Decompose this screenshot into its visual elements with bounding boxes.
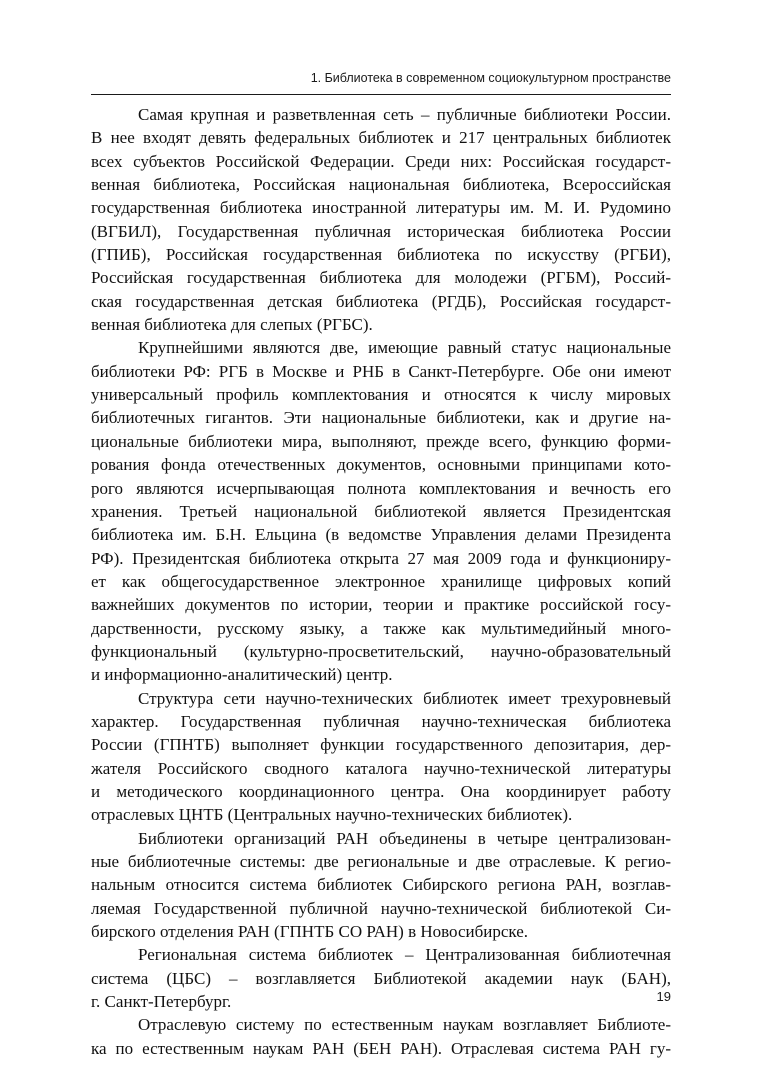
text-line: библиотеки РФ: РГБ в Москве и РНБ в Санкт-Петербурге. Обе они имеют xyxy=(91,361,671,381)
header-rule xyxy=(91,94,671,95)
text-line: дарственности, русскому языку, а также как мультимедийный много- xyxy=(91,618,671,638)
text-line: венная библиотека для слепых (РГБС). xyxy=(91,315,373,335)
text-line: рования фонда отечественных документов, основными принципами кото- xyxy=(91,455,671,475)
paragraph xyxy=(91,103,671,336)
text-line: (ВГБИЛ), Государственная публичная историческая библиотека России xyxy=(91,221,671,241)
text-line: ка по естественным наукам РАН (БЕН РАН). Отраслевая система РАН гу- xyxy=(91,1038,671,1058)
text-line: библиотека им. Б.Н. Ельцина (в ведомстве Управления делами Президента xyxy=(91,525,671,545)
paragraph xyxy=(91,1013,671,1060)
text-line: Структура сети научно-технических библиотек имеет трехуровневый xyxy=(138,688,671,708)
text-line: нальным относится система библиотек Сибирского региона РАН, возглав- xyxy=(91,875,671,895)
text-line: РФ). Президентская библиотека открыта 27 мая 2009 года и функциониру- xyxy=(91,548,671,568)
text-line: жателя Российского сводного каталога научно-технической литературы xyxy=(91,758,671,778)
body-text xyxy=(91,103,671,1060)
text-line: (ГПИБ), Российская государственная библиотека по искусству (РГБИ), xyxy=(91,245,671,265)
text-line: функциональный (культурно-просветительский, научно-образовательный xyxy=(91,641,671,661)
text-line: Библиотеки организаций РАН объединены в четыре централизован- xyxy=(138,828,671,848)
text-line: универсальный профиль комплектования и относятся к числу мировых xyxy=(91,385,671,405)
text-line: государственная библиотека иностранной литературы им. М. И. Рудомино xyxy=(91,198,671,218)
text-line: характер. Государственная публичная научно-техническая библиотека xyxy=(91,711,671,731)
text-line: В нее входят девять федеральных библиотек и 217 центральных библиотек xyxy=(91,128,671,148)
text-line: ляемая Государственной публичной научно-технической библиотекой Си- xyxy=(91,898,671,918)
text-line: ет как общегосударственное электронное хранилище цифровых копий xyxy=(91,571,671,591)
text-line: рого являются исчерпывающая полнота комплектования и вечность его xyxy=(91,478,671,498)
paragraph xyxy=(91,687,671,827)
paragraph xyxy=(91,827,671,944)
text-line: России (ГПНТБ) выполняет функции государственного депозитария, дер- xyxy=(91,735,671,755)
text-line: циональные библиотеки мира, выполняют, прежде всего, функцию форми- xyxy=(91,431,671,451)
text-line: Самая крупная и разветвленная сеть – публичные библиотеки России. xyxy=(138,105,671,124)
text-line: и методического координационного центра. Она координирует работу xyxy=(91,781,671,801)
text-line: бирского отделения РАН (ГПНТБ СО РАН) в Новосибирске. xyxy=(91,922,529,942)
text-line: Региональная система библиотек – Централизованная библиотечная xyxy=(138,945,671,965)
text-line: ные библиотечные системы: две региональные и две отраслевые. К регио- xyxy=(91,852,671,871)
text-line: хранения. Третьей национальной библиотекой является Президентская xyxy=(91,501,671,521)
text-line: важнейших документов по истории, теории и практике российской госу- xyxy=(91,595,671,615)
text-line: г. Санкт-Петербург. xyxy=(91,992,232,1012)
text-line: всех субъектов Российской Федерации. Среди них: Российская государст- xyxy=(91,151,671,171)
text-line: отраслевых ЦНТБ (Центральных научно-технических библиотек). xyxy=(91,805,573,825)
text-line: и информационно-аналитический) центр. xyxy=(91,665,393,685)
text-line: библиотечных гигантов. Эти национальные библиотеки, как и другие на- xyxy=(91,408,671,428)
text-line: ская государственная детская библиотека (РГДБ), Российская государст- xyxy=(91,291,671,311)
running-header: 1. Библиотека в современном социокультурном пространстве xyxy=(310,71,671,85)
page-number: 19 xyxy=(656,989,671,1004)
text-line: Российская государственная библиотека для молодежи (РГБМ), Россий- xyxy=(91,268,671,288)
text-line: система (ЦБС) – возглавляется Библиотекой академии наук (БАН), xyxy=(91,968,671,988)
text-line: Крупнейшими являются две, имеющие равный статус национальные xyxy=(138,338,671,358)
paragraph xyxy=(91,336,671,686)
text-line: венная библиотека, Российская национальная библиотека, Всероссийская xyxy=(91,175,671,195)
text-line: Отраслевую систему по естественным наукам возглавляет Библиоте- xyxy=(138,1015,671,1035)
